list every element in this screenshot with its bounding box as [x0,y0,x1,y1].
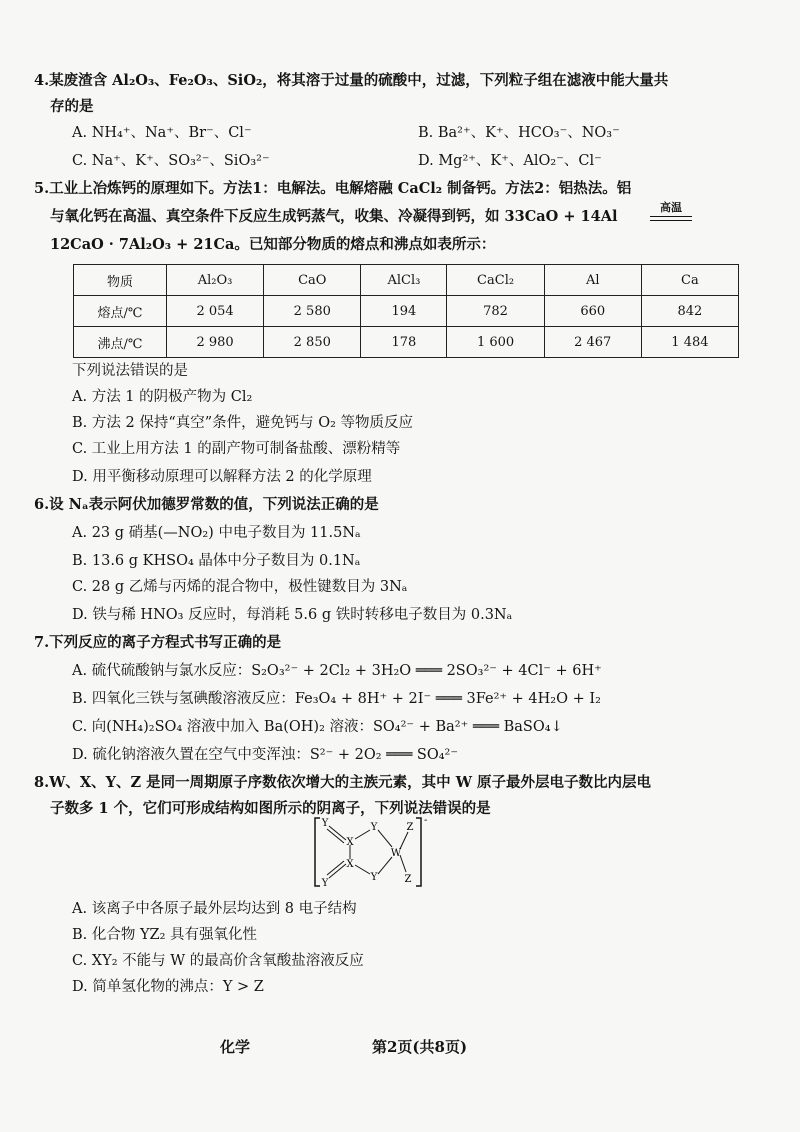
table-cell: 782 [447,296,544,327]
table-header-cell: AlCl₃ [361,265,447,296]
table-header-cell: 物质 [74,265,167,296]
footer-subject: 化学 [220,1038,251,1056]
table-header-cell: Al [544,265,641,296]
q5-option-b: B. 方法 2 保持“真空”条件，避免钙与 O₂ 等物质反应 [72,415,414,431]
q8-option-b: B. 化合物 YZ₂ 具有强氧化性 [72,927,258,943]
q7-option-b: B. 四氧化三铁与氢碘酸溶液反应：Fe₃O₄ + 8H⁺ + 2I⁻ ═══ 3Fe²⁺ + 4H₂O + I₂ [72,691,601,707]
table-cell: 2 980 [167,327,264,358]
atom-x: X [346,859,354,870]
anion-structure-diagram [312,812,432,892]
table-cell: 沸点/℃ [74,327,167,358]
bond-line [378,857,392,874]
q8-option-d: D. 简单氢化物的沸点：Y > Z [72,979,264,995]
q7-option-a: A. 硫代硫酸钠与氯水反应：S₂O₃²⁻ + 2Cl₂ + 3H₂O ═══ 2SO₃²⁻ + 4Cl⁻ + 6H⁺ [72,663,602,679]
table-cell: 2 850 [264,327,361,358]
q6-stem: 6.设 Nₐ表示阿伏加德罗常数的值，下列说法正确的是 [34,496,379,513]
atom-y: Y [321,878,329,889]
table-header-cell: CaCl₂ [447,265,544,296]
q7-stem: 7.下列反应的离子方程式书写正确的是 [34,634,282,651]
table-cell: 842 [641,296,738,327]
bond-line [400,832,408,849]
left-bracket [315,818,320,886]
q5-stem-line3: 12CaO · 7Al₂O₃ + 21Ca。已知部分物质的熔点和沸点如表所示： [50,236,496,253]
q6-option-d: D. 铁与稀 HNO₃ 反应时，每消耗 5.6 g 铁时转移电子数目为 0.3Nₐ [72,607,513,623]
q7-option-c: C. 向(NH₄)₂SO₄ 溶液中加入 Ba(OH)₂ 溶液：SO₄²⁻ + Ba²⁺ ═══ BaSO₄↓ [72,719,563,735]
bond-line [355,865,370,874]
table-header-cell: Ca [641,265,738,296]
atom-z: Z [406,822,414,833]
q7-option-d: D. 硫化钠溶液久置在空气中变浑浊：S²⁻ + 2O₂ ═══ SO₄²⁻ [72,747,459,763]
q4-stem-line1: 4.某废渣含 Al₂O₃、Fe₂O₃、SiO₂，将其溶于过量的硫酸中，过滤，下列粒子组在滤液中能大量共 [34,72,669,89]
q5-reaction-condition: 高温 [660,201,682,214]
table-cell: 2 054 [167,296,264,327]
table-cell: 660 [544,296,641,327]
table-cell: 1 600 [447,327,544,358]
bond-line [355,830,370,839]
q5-reaction-arrow-bottom [650,220,692,221]
q5-reaction-arrow-top [650,216,692,217]
table-cell: 178 [361,327,447,358]
q8-stem-line2: 子数多 1 个，它们可形成结构如图所示的阴离子，下列说法错误的是 [50,800,491,817]
table-header-row [74,265,739,296]
q8-option-a: A. 该离子中各原子最外层均达到 8 电子结构 [72,901,357,917]
q8-option-c: C. XY₂ 不能与 W 的最高价含氧酸盐溶液反应 [72,953,364,969]
table-header-cell: Al₂O₃ [167,265,264,296]
q5-stem-line1: 5.工业上冶炼钙的原理如下。方法1：电解法。电解熔融 CaCl₂ 制备钙。方法2：铝热法。铝 [34,180,632,197]
footer-page-number: 第2页(共8页) [372,1038,468,1056]
table-row-boiling [74,327,739,358]
q6-option-a: A. 23 g 硝基(—NO₂) 中电子数目为 11.5Nₐ [72,525,361,541]
atom-x: X [346,837,354,848]
table-cell: 2 580 [264,296,361,327]
q5-ask: 下列说法错误的是 [72,363,188,379]
atom-z: Z [404,874,412,885]
table-row-melting [74,296,739,327]
anion-charge: - [424,815,428,826]
q4-stem-line2: 存的是 [50,98,94,115]
q4-option-d: D. Mg²⁺、K⁺、AlO₂⁻、Cl⁻ [418,153,602,169]
table-cell: 2 467 [544,327,641,358]
q5-option-c: C. 工业上用方法 1 的副产物可制备盐酸、漂粉精等 [72,441,401,457]
q6-option-c: C. 28 g 乙烯与丙烯的混合物中，极性键数目为 3Nₐ [72,579,408,595]
q8-stem-line1: 8.W、X、Y、Z 是同一周期原子序数依次增大的主族元素，其中 W 原子最外层电子数比内层电 [34,774,652,791]
melting-boiling-table [73,264,739,358]
atom-y: Y [321,818,329,829]
q6-option-b: B. 13.6 g KHSO₄ 晶体中分子数目为 0.1Nₐ [72,553,361,569]
table-cell: 1 484 [641,327,738,358]
q4-option-a: A. NH₄⁺、Na⁺、Br⁻、Cl⁻ [72,125,252,141]
table-header-cell: CaO [264,265,361,296]
bond-line [378,830,392,847]
atom-w: W [390,848,402,859]
q4-option-c: C. Na⁺、K⁺、SO₃²⁻、SiO₃²⁻ [72,153,270,169]
table-cell: 194 [361,296,447,327]
table-cell: 熔点/℃ [74,296,167,327]
q4-option-b: B. Ba²⁺、K⁺、HCO₃⁻、NO₃⁻ [418,125,620,141]
q5-option-a: A. 方法 1 的阴极产物为 Cl₂ [72,389,253,405]
right-bracket [416,818,421,886]
atom-y: Y [370,872,378,883]
atom-y: Y [370,822,378,833]
q5-stem-line2: 与氧化钙在高温、真空条件下反应生成钙蒸气，收集、冷凝得到钙，如 33CaO + 14Al [50,208,618,225]
q5-option-d: D. 用平衡移动原理可以解释方法 2 的化学原理 [72,469,372,485]
